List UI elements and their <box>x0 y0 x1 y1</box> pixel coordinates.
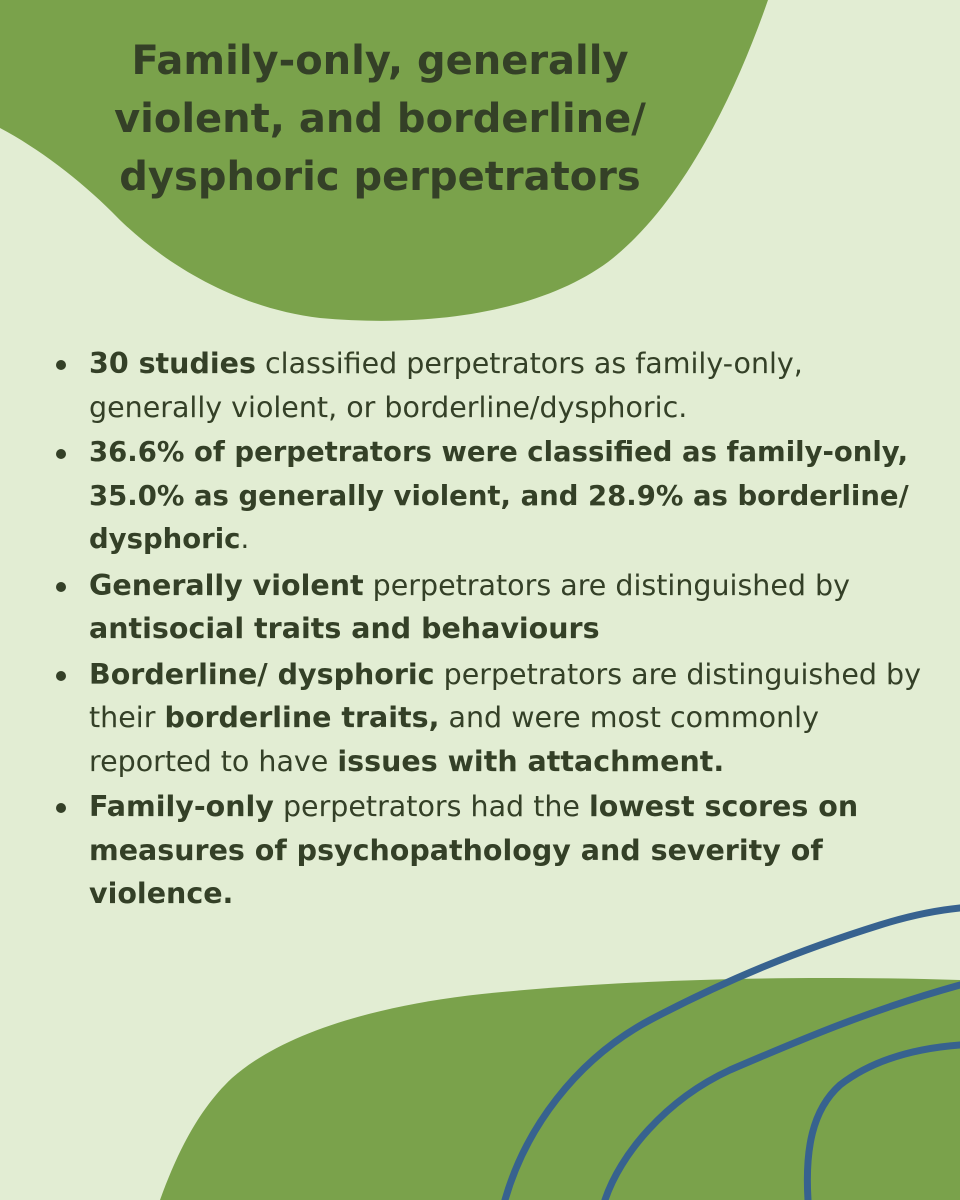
page-title: Family-only, generally violent, and borderline/ dysphoric perpetrators <box>114 38 646 200</box>
bullet-text: perpetrators had the <box>273 790 590 823</box>
bullet-text-bold: issues with attachment. <box>337 744 725 778</box>
bullet-text-bold: Family-only <box>89 790 274 823</box>
bullet-text: classified perpetrators as family-only, generally violent, or borderline/dysphoric. <box>89 347 803 424</box>
bullet-text: perpetrators are distinguished by their <box>89 657 921 734</box>
bullet-text-bold: lowest scores on measures of psychopathology and severity of violence. <box>89 790 859 910</box>
bullet-item-generally-violent <box>48 564 938 651</box>
bullet-item-percentages <box>48 431 938 562</box>
bullet-text: and were most commonly reported to have <box>89 701 819 778</box>
bullet-text-bold: antisocial traits and behaviours <box>89 612 600 645</box>
bullet-text: perpetrators are distinguished by <box>363 568 851 602</box>
bullet-text-bold: borderline traits, <box>164 701 440 734</box>
bullet-text-bold: 30 studies <box>89 347 256 380</box>
bullet-text-bold: Borderline/ dysphoric <box>89 657 435 691</box>
bullet-text-bold: 36.6% of perpetrators were classified as family-only, 35.0% as generally violent, and 28.9% as borderline/ dysphoric <box>89 436 909 555</box>
bullet-item-studies <box>48 342 938 429</box>
bullet-item-family-only <box>48 785 938 916</box>
bullet-text: . <box>240 523 250 555</box>
bullet-item-borderline <box>48 653 938 784</box>
bullet-list <box>48 342 938 918</box>
bullet-text-bold: Generally violent <box>89 568 364 602</box>
